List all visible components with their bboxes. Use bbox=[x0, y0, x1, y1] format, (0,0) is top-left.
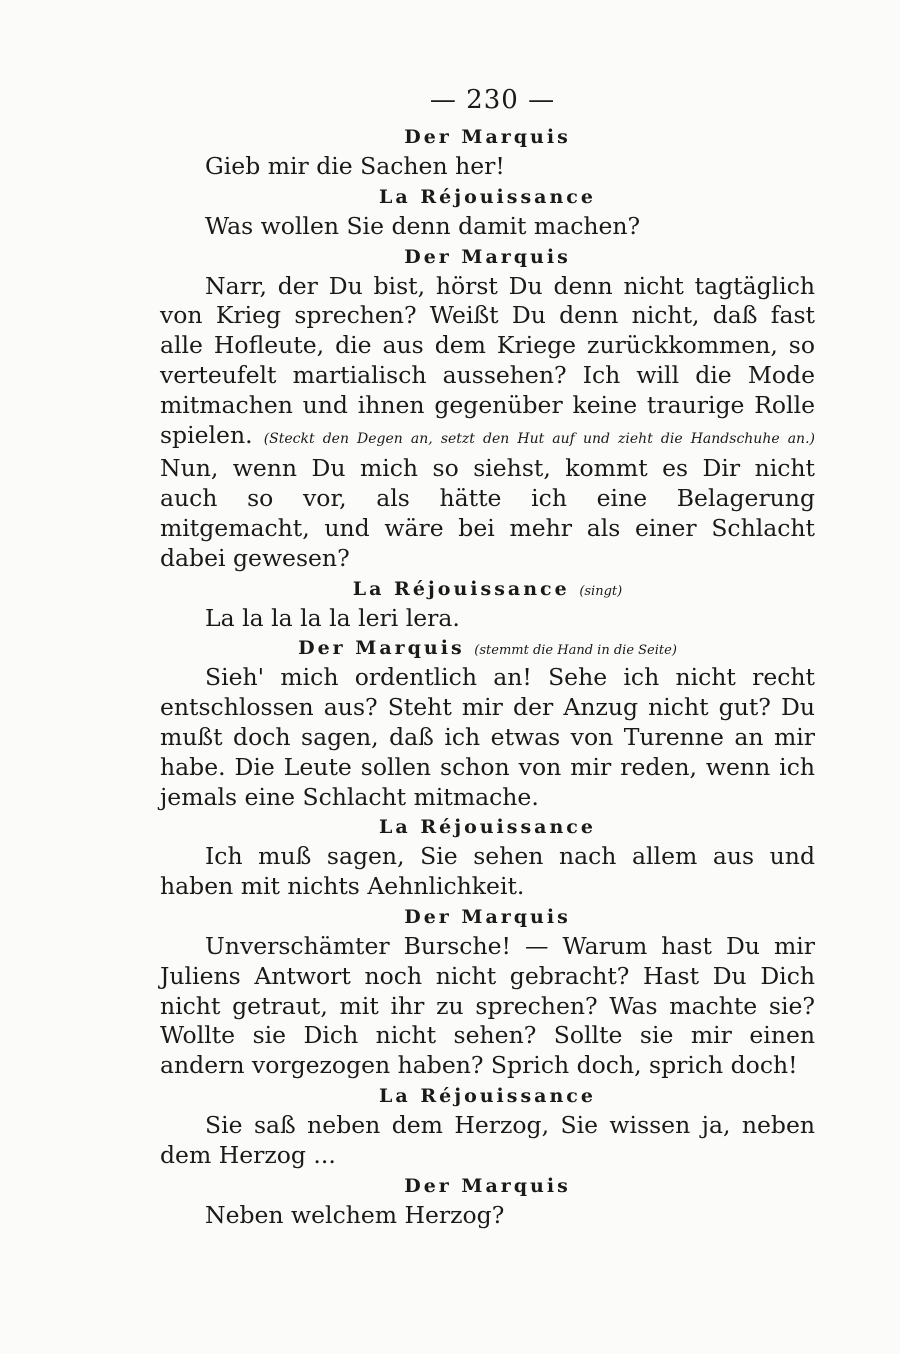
speaker-name: Der Marquis bbox=[404, 905, 571, 928]
speaker-name: La Réjouissance bbox=[379, 816, 596, 839]
speech-text: Unverschämter Bursche! — Warum hast Du mir Juliens Antwort noch nicht gebracht? Hast Du Dich nicht getraut, mit ihr zu sprechen? Was machte sie? Wollte sie Dich nicht sehen? Sollte sie mir einen andern vorgezogen haben? Sprich doch, sprich doch! bbox=[160, 931, 815, 1080]
page-number: — 230 — bbox=[429, 85, 556, 115]
stage-direction: (singt) bbox=[579, 583, 623, 599]
page bbox=[160, 78, 815, 1230]
speech-text: Neben welchem Herzog? bbox=[205, 1200, 505, 1229]
speech-text: Sie saß neben dem Herzog, Sie wissen ja, neben dem Herzog ... bbox=[160, 1110, 815, 1169]
speaker-name: Der Marquis bbox=[404, 126, 571, 148]
speech-text: Was wollen Sie denn damit machen? bbox=[205, 211, 641, 240]
speaker-name: Der Marquis bbox=[404, 1174, 571, 1197]
speaker-name: La Réjouissance bbox=[379, 1084, 596, 1107]
speaker-name: La Réjouissance bbox=[379, 185, 596, 208]
speaker-name: Der Marquis bbox=[404, 245, 571, 268]
speaker-name: La Réjouissance (singt) bbox=[352, 577, 623, 600]
speech-text: Ich muß sagen, Sie sehen nach allem aus und haben mit nichts Aehnlichkeit. bbox=[160, 842, 815, 901]
speech-text: Sieh' mich ordentlich an! Sehe ich nicht recht entschlossen aus? Steht mir der Anzug nicht gut? Du mußt doch sagen, daß ich etwas von Turenne an mir habe. Die Leute sollen schon von mir reden, wenn ich jemals eine Schlacht mitmache. bbox=[160, 663, 815, 811]
stage-direction: (Steckt den Degen an, setzt den Hut auf und zieht die Handschuhe an.) bbox=[263, 430, 815, 447]
speech-text: La la la la la leri lera. bbox=[205, 603, 460, 632]
speaker-name: Der Marquis (stemmt die Hand in die Seite) bbox=[298, 637, 677, 660]
speech-text: Narr, der Du bist, hörst Du denn nicht tagtäglich von Krieg sprechen? Weißt Du denn nicht, daß fast alle Hofleute, die aus dem Kriege zurückkommen, so verteufelt martialisch aussehen? Ich will die Mode mitmachen und ihnen gegenüber keine traurige Rolle spielen. (Steckt den Degen an, setzt den Hut auf und zieht die Handschuhe an.) Nun, wenn Du mich so siehst, kommt es Dir nicht auch so vor, als hätte ich eine Belagerung mitgemacht, und wäre bei mehr als einer Schlacht dabei gewesen? bbox=[160, 271, 815, 572]
speech-text: Gieb mir die Sachen her! bbox=[205, 152, 505, 180]
stage-direction: (stemmt die Hand in die Seite) bbox=[474, 643, 677, 659]
